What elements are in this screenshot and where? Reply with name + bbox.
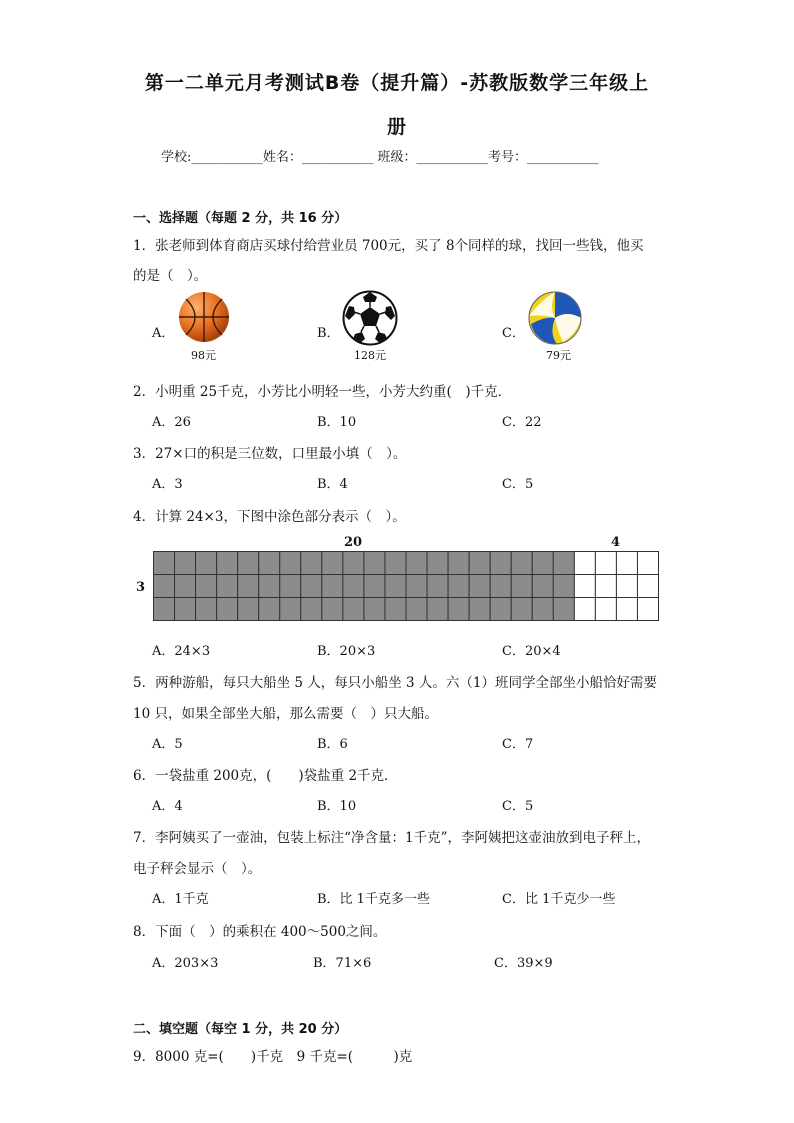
grid-cell-shaded <box>280 552 301 575</box>
grid-cell-shaded <box>301 552 322 575</box>
grid-label-20: 20 <box>344 535 363 550</box>
grid-cell-shaded <box>448 598 469 621</box>
grid-cell-shaded <box>469 575 490 598</box>
grid-cell-empty <box>595 598 616 621</box>
grid-cell-shaded <box>385 575 406 598</box>
grid-cell-empty <box>595 552 616 575</box>
grid-cell-shaded <box>490 552 511 575</box>
grid-cell-shaded <box>301 575 322 598</box>
question-7-option-c[interactable]: C．比 1千克少一些 <box>502 892 616 907</box>
page-title-continued: 册 <box>386 116 407 138</box>
multiplication-grid <box>153 551 659 621</box>
grid-cell-shaded <box>322 575 343 598</box>
question-6-option-b[interactable]: B．10 <box>317 799 357 814</box>
grid-cell-shaded <box>343 552 364 575</box>
question-2-option-a[interactable]: A．26 <box>152 415 191 430</box>
question-6-text: 6．一袋盐重 200克，( )袋盐重 2千克． <box>133 768 398 784</box>
grid-cell-shaded <box>280 575 301 598</box>
grid-cell-shaded <box>217 598 238 621</box>
grid-cell-shaded <box>175 552 196 575</box>
grid-cell-shaded <box>553 598 574 621</box>
question-3-text: 3．27×口的积是三位数，口里最小填（ ）。 <box>133 446 407 462</box>
question-8-option-b[interactable]: B．71×6 <box>313 956 372 971</box>
question-1-option-c[interactable]: C． <box>502 326 525 341</box>
question-6-option-a[interactable]: A．4 <box>152 799 183 814</box>
grid-cell-shaded <box>259 575 280 598</box>
question-7-text: 7．李阿姨买了一壶油，包装上标注“净含量：1千克”，李阿姨把这壶油放到电子秤上， <box>133 830 650 846</box>
grid-cell-shaded <box>322 598 343 621</box>
question-5-text: 5．两种游船，每只大船坐 5 人，每只小船坐 3 人。六（1）班同学全部坐小船恰好需要 <box>133 675 658 691</box>
grid-cell-shaded <box>385 552 406 575</box>
grid-cell-shaded <box>175 598 196 621</box>
grid-cell-shaded <box>175 575 196 598</box>
question-2-text: 2．小明重 25千克，小芳比小明轻一些，小芳大约重( )千克． <box>133 384 512 400</box>
question-1-text-continued: 的是（ ）。 <box>133 268 208 284</box>
question-5-option-a[interactable]: A．5 <box>152 737 183 752</box>
grid-cell-shaded <box>553 552 574 575</box>
grid-cell-shaded <box>217 552 238 575</box>
question-5-option-b[interactable]: B．6 <box>317 737 348 752</box>
grid-cell-shaded <box>469 598 490 621</box>
question-4-option-c[interactable]: C．20×4 <box>502 644 561 659</box>
grid-cell-shaded <box>427 598 448 621</box>
grid-cell-shaded <box>532 598 553 621</box>
grid-cell-shaded <box>154 575 175 598</box>
grid-cell-shaded <box>385 598 406 621</box>
grid-cell-shaded <box>364 598 385 621</box>
question-7-option-a[interactable]: A．1千克 <box>152 892 209 907</box>
grid-label-4: 4 <box>611 535 621 550</box>
grid-cell-shaded <box>238 552 259 575</box>
grid-cell-empty <box>637 552 658 575</box>
question-6-option-c[interactable]: C．5 <box>502 799 534 814</box>
grid-cell-shaded <box>406 598 427 621</box>
question-1-text: 1．张老师到体育商店买球付给营业员 700元，买了 8个同样的球，找回一些钱，他买 <box>133 238 644 254</box>
question-7-text-continued: 电子秤会显示（ ）。 <box>133 861 262 877</box>
grid-cell-shaded <box>532 552 553 575</box>
grid-cell-shaded <box>259 552 280 575</box>
question-3-option-b[interactable]: B．4 <box>317 477 348 492</box>
grid-cell-shaded <box>448 552 469 575</box>
question-4-text: 4．计算 24×3，下图中涂色部分表示（ ）。 <box>133 509 406 525</box>
grid-cell-shaded <box>154 552 175 575</box>
grid-cell-shaded <box>364 552 385 575</box>
question-8-option-a[interactable]: A．203×3 <box>152 956 219 971</box>
grid-cell-shaded <box>238 575 259 598</box>
question-1-option-b[interactable]: B． <box>317 326 340 341</box>
grid-cell-shaded <box>427 575 448 598</box>
grid-cell-shaded <box>511 552 532 575</box>
grid-cell-empty <box>574 598 595 621</box>
grid-cell-shaded <box>238 598 259 621</box>
grid-cell-shaded <box>301 598 322 621</box>
grid-cell-shaded <box>406 575 427 598</box>
volleyball-icon <box>527 290 583 346</box>
grid-cell-shaded <box>511 598 532 621</box>
grid-cell-shaded <box>196 575 217 598</box>
section-heading-choice: 一、选择题（每题 2 分，共 16 分） <box>133 211 348 226</box>
student-info-line: 学校:___________姓名：___________ 班级：___________考号：___________ <box>161 150 599 165</box>
grid-cell-shaded <box>322 552 343 575</box>
grid-cell-shaded <box>280 598 301 621</box>
question-9-text: 9．8000 克=( )千克 9 千克=( )克 <box>133 1049 413 1065</box>
question-1-price-b: 128元 <box>354 349 386 362</box>
grid-cell-empty <box>574 552 595 575</box>
grid-cell-shaded <box>343 598 364 621</box>
grid-cell-shaded <box>154 598 175 621</box>
question-7-option-b[interactable]: B．比 1千克多一些 <box>317 892 430 907</box>
grid-cell-shaded <box>406 552 427 575</box>
grid-cell-shaded <box>490 598 511 621</box>
question-5-option-c[interactable]: C．7 <box>502 737 534 752</box>
question-1-option-a[interactable]: A． <box>152 326 175 341</box>
grid-cell-shaded <box>469 552 490 575</box>
grid-cell-empty <box>616 575 637 598</box>
grid-cell-shaded <box>448 575 469 598</box>
section-heading-fill-in: 二、填空题（每空 1 分，共 20 分） <box>133 1022 348 1037</box>
question-1-price-c: 79元 <box>546 349 571 362</box>
question-3-option-a[interactable]: A．3 <box>152 477 183 492</box>
page-title: 第一二单元月考测试B卷（提升篇）-苏教版数学三年级上 <box>144 72 650 94</box>
basketball-icon <box>178 291 230 343</box>
grid-cell-shaded <box>196 598 217 621</box>
grid-cell-empty <box>637 598 658 621</box>
question-4-option-a[interactable]: A．24×3 <box>152 644 211 659</box>
grid-cell-shaded <box>343 575 364 598</box>
grid-cell-shaded <box>490 575 511 598</box>
grid-cell-shaded <box>427 552 448 575</box>
question-8-option-c[interactable]: C．39×9 <box>494 956 553 971</box>
question-2-option-c[interactable]: C．22 <box>502 415 542 430</box>
question-3-option-c[interactable]: C．5 <box>502 477 534 492</box>
question-4-option-b[interactable]: B．20×3 <box>317 644 376 659</box>
grid-cell-shaded <box>553 575 574 598</box>
grid-cell-shaded <box>217 575 238 598</box>
grid-cell-empty <box>616 598 637 621</box>
grid-label-3: 3 <box>136 580 146 595</box>
grid-cell-shaded <box>511 575 532 598</box>
grid-cell-empty <box>595 575 616 598</box>
grid-cell-shaded <box>196 552 217 575</box>
question-5-text-continued: 10 只，如果全部坐大船，那么需要（ ）只大船。 <box>133 706 438 722</box>
grid-cell-empty <box>616 552 637 575</box>
grid-cell-shaded <box>364 575 385 598</box>
question-2-option-b[interactable]: B．10 <box>317 415 357 430</box>
soccer-ball-icon <box>342 290 398 346</box>
question-8-text: 8．下面（ ）的乘积在 400～500之间。 <box>133 924 387 940</box>
grid-cell-empty <box>637 575 658 598</box>
grid-cell-empty <box>574 575 595 598</box>
question-1-price-a: 98元 <box>191 349 216 362</box>
grid-cell-shaded <box>532 575 553 598</box>
grid-cell-shaded <box>259 598 280 621</box>
